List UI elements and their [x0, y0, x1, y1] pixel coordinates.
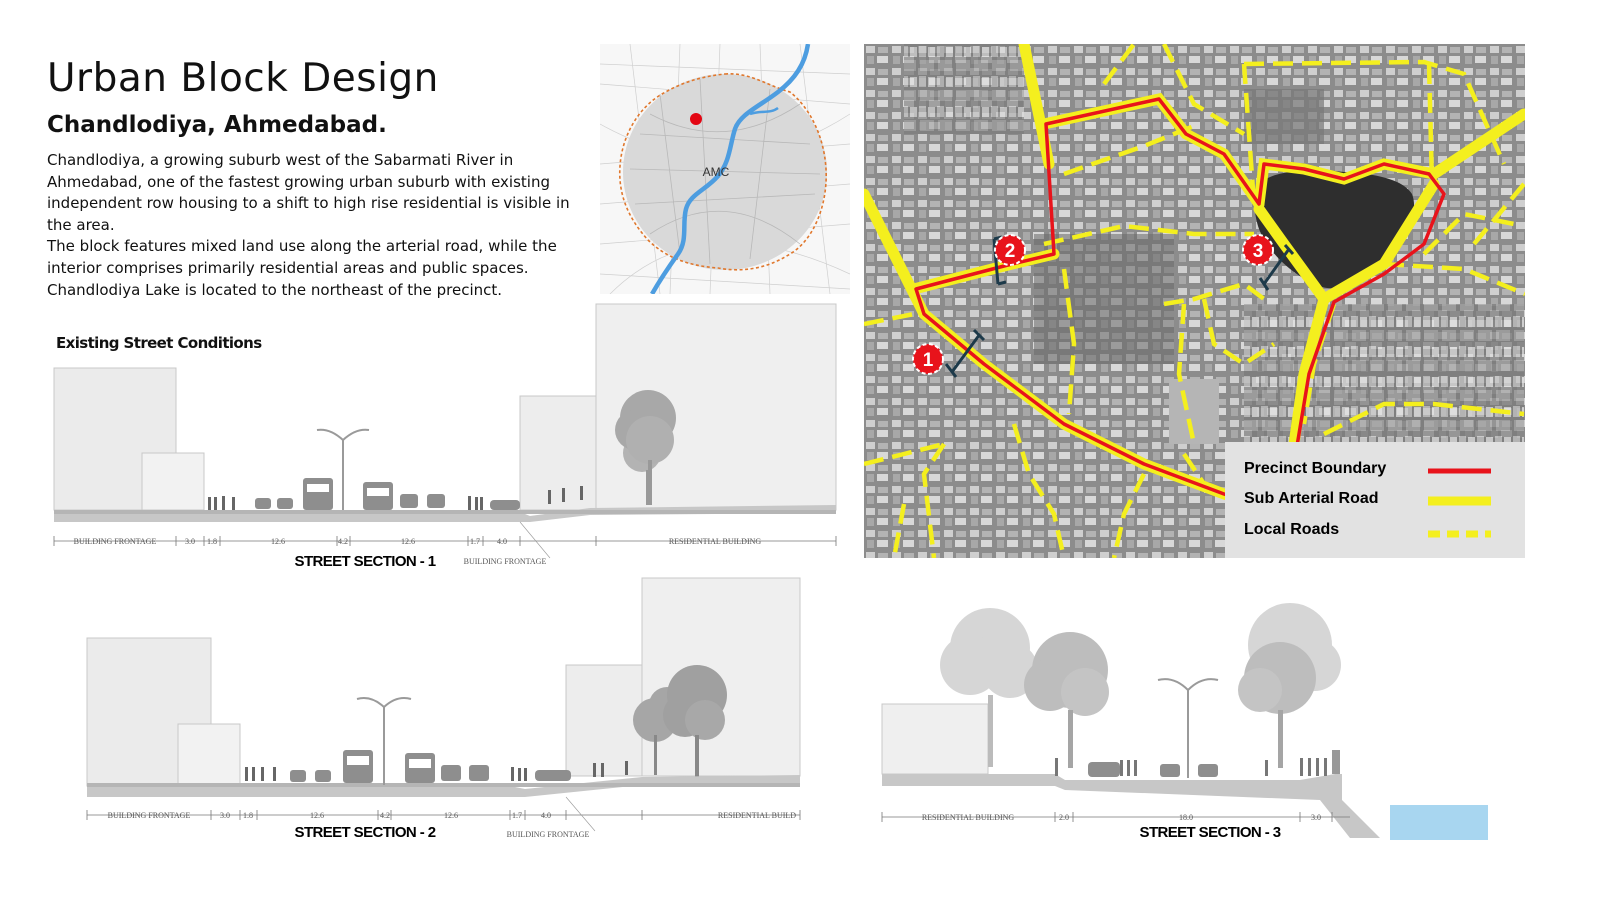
section-1-dim-2: 1.8: [207, 537, 217, 546]
section-3-dim-2: 18.0: [1179, 813, 1193, 822]
section-1-dim-residential: RESIDENTIAL BUILDING: [668, 537, 762, 546]
section-2-dim-1: 3.0: [220, 811, 230, 820]
section-2-note: BUILDING FRONTAGE: [506, 830, 590, 839]
site-marker-3[interactable]: [1243, 235, 1273, 265]
section-2-dim-residential: RESIDENTIAL BUILD: [717, 811, 797, 820]
section-1-dim-3: 12.6: [271, 537, 285, 546]
site-marker-2[interactable]: [995, 235, 1025, 265]
legend-arterial-label: Sub Arterial Road: [1244, 490, 1379, 507]
site-marker-3-label: 3: [1252, 241, 1264, 262]
street-section-3: [880, 600, 1500, 855]
section-2-dim-3: 12.6: [310, 811, 324, 820]
section-1-dim-1: 3.0: [185, 537, 195, 546]
section-1-dim-6: 1.7: [470, 537, 480, 546]
site-map: [864, 44, 1525, 558]
section-3-dim-residential: RESIDENTIAL BUILDING: [921, 813, 1015, 822]
section-1-title: STREET SECTION - 1: [294, 553, 436, 570]
section-2-dim-frontage: BUILDING FRONTAGE: [107, 811, 191, 820]
section-2-title: STREET SECTION - 2: [294, 824, 436, 841]
locator-map: [600, 44, 850, 294]
street-section-1: [50, 300, 850, 575]
page-subtitle: Chandlodiya, Ahmedabad.: [47, 112, 387, 138]
section-1-note: BUILDING FRONTAGE: [463, 557, 547, 566]
section-2-dim-2: 1.8: [243, 811, 253, 820]
section-1-dim-5: 12.6: [401, 537, 415, 546]
street-section-2: [85, 575, 805, 850]
legend-local-label: Local Roads: [1244, 521, 1340, 538]
site-marker-1-label: 1: [922, 350, 934, 371]
section-2-dim-6: 1.7: [512, 811, 522, 820]
locator-city-label: AMC: [702, 165, 730, 179]
section-1-dim-4: 4.2: [338, 537, 348, 546]
section-1-dim-frontage: BUILDING FRONTAGE: [73, 537, 157, 546]
section-3-dim-1: 2.0: [1059, 813, 1069, 822]
page-title: Urban Block Design: [47, 56, 439, 101]
section-3-title: STREET SECTION - 3: [1139, 824, 1281, 841]
section-2-dim-7: 4.0: [541, 811, 551, 820]
description-paragraph-2: The block features mixed land use along the arterial road, while the interior comprises primarily residential areas and public spaces. Chandlodiya Lake is located to the northeast of the precinct.: [47, 237, 557, 299]
section-2-dim-5: 12.6: [444, 811, 458, 820]
section-2-dim-4: 4.2: [380, 811, 390, 820]
legend-precinct-label: Precinct Boundary: [1244, 460, 1387, 477]
map-legend: [1225, 442, 1525, 558]
site-marker-1[interactable]: [913, 344, 943, 374]
site-marker-2-label: 2: [1004, 241, 1016, 262]
section-3-dim-3: 3.0: [1311, 813, 1321, 822]
description-paragraph-1: Chandlodiya, a growing suburb west of the Sabarmati River in Ahmedabad, one of the fastest growing urban suburb with existing independent row housing to a shift to high rise residential is visible in the area.: [47, 151, 570, 234]
existing-conditions-label: Existing Street Conditions: [56, 334, 262, 352]
description: [47, 150, 587, 301]
section-1-dim-7: 4.0: [497, 537, 507, 546]
